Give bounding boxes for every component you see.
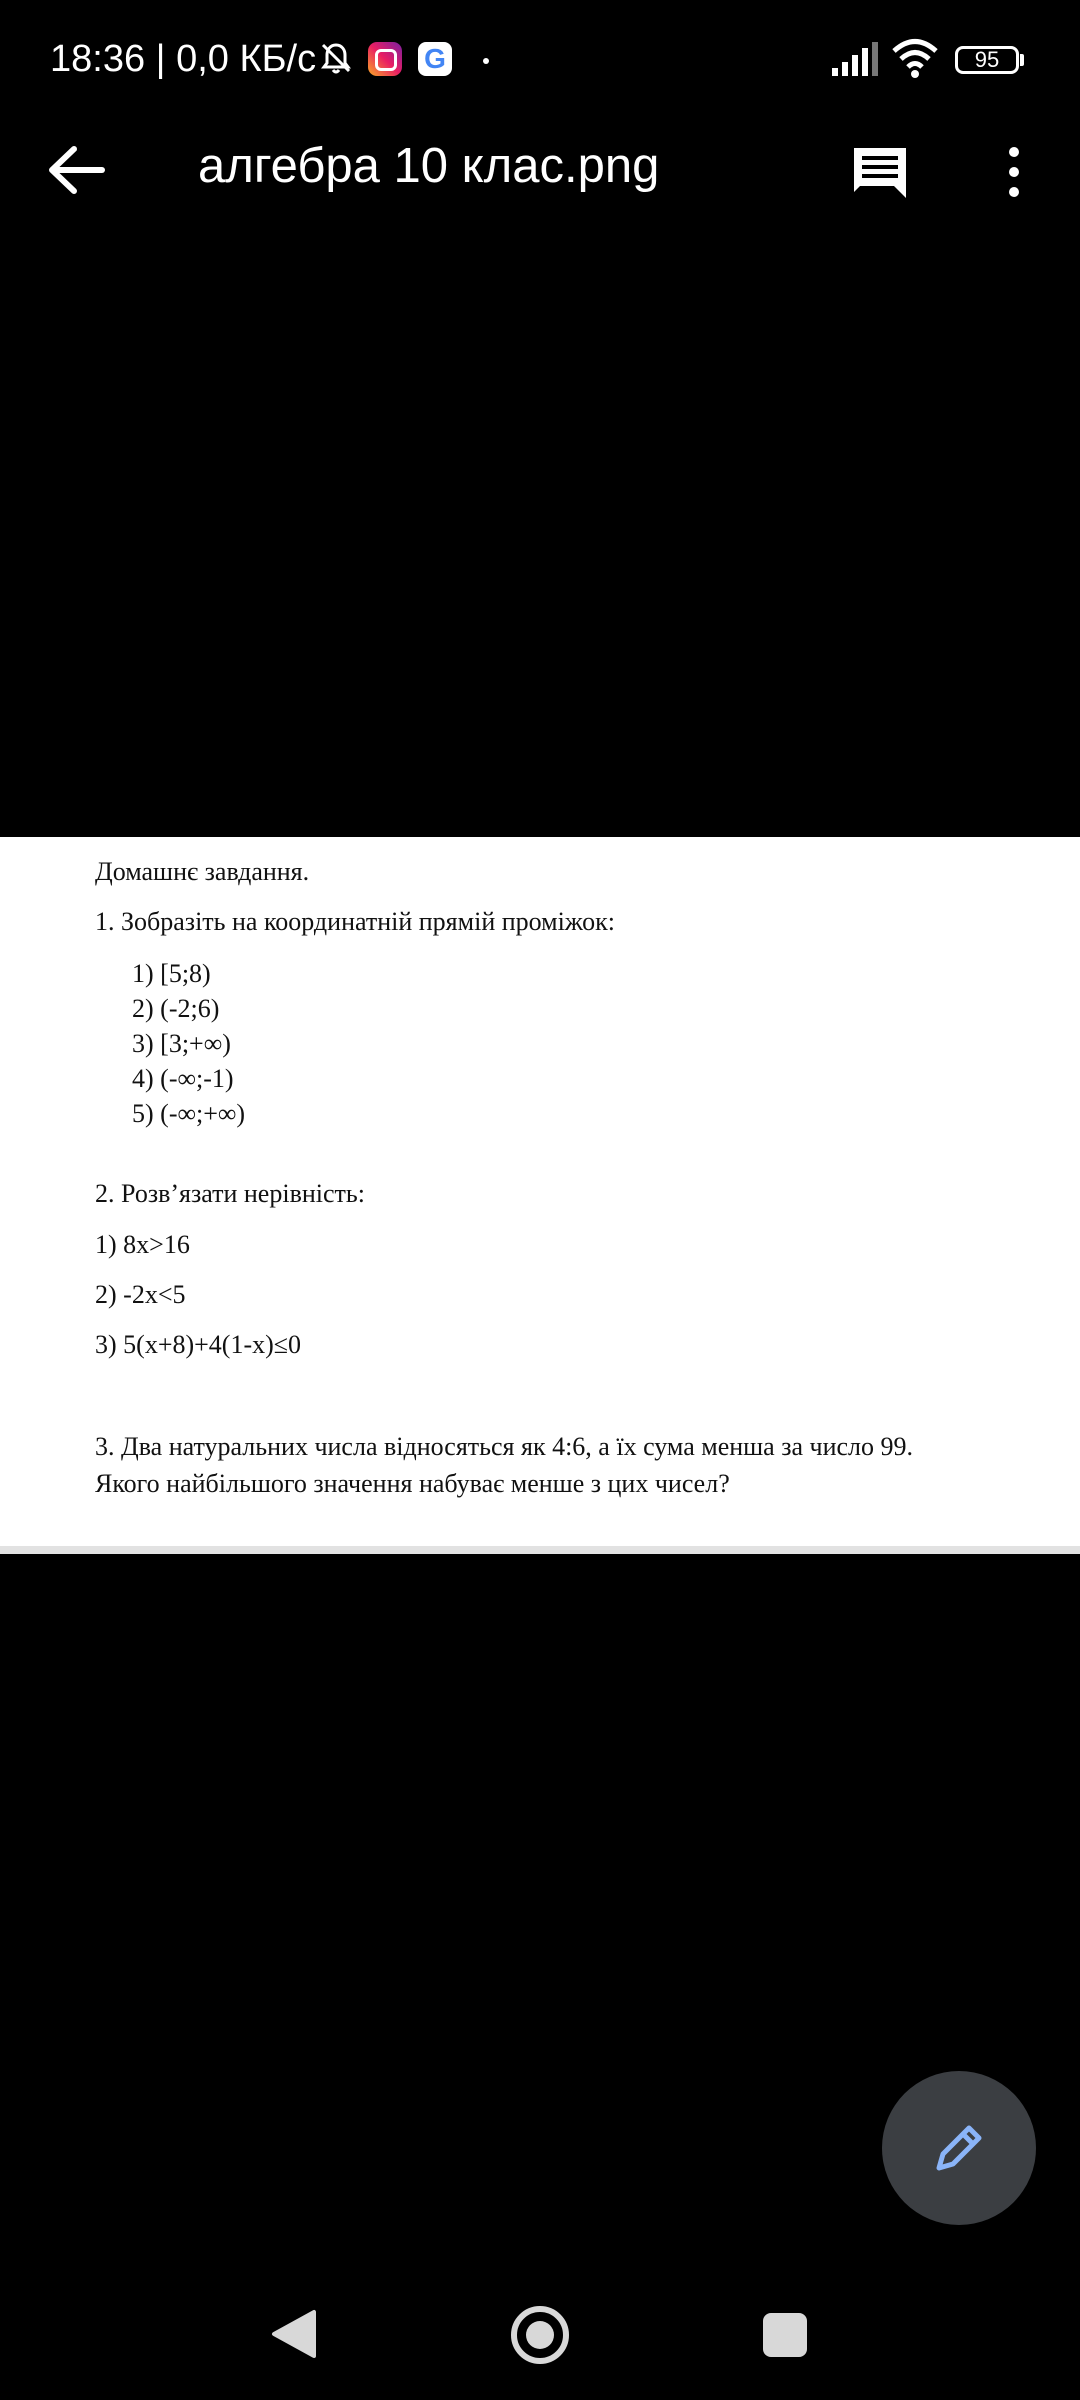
edit-button[interactable] bbox=[882, 2071, 1036, 2225]
task3-text: 3. Два натуральних числа відносяться як 4:6, а їх сума менша за число 99. bbox=[95, 1432, 914, 1461]
task1-item: 5) (-∞;+∞) bbox=[132, 1099, 246, 1128]
task3-question: Якого найбільшого значення набуває менше з цих чисел? bbox=[95, 1469, 730, 1498]
pencil-icon bbox=[929, 2118, 989, 2178]
document-bottom-edge bbox=[0, 1546, 1080, 1554]
more-vert-icon[interactable] bbox=[994, 142, 1034, 202]
task1-item: 4) (-∞;-1) bbox=[132, 1064, 234, 1093]
comment-icon[interactable] bbox=[848, 140, 914, 206]
task1-item: 1) [5;8) bbox=[132, 959, 211, 988]
status-bar bbox=[0, 0, 1080, 120]
status-time: 18:36 | 0,0 КБ/с bbox=[50, 38, 317, 80]
task1-item: 2) (-2;6) bbox=[132, 994, 220, 1023]
task1-item: 3) [3;+∞) bbox=[132, 1029, 231, 1058]
task1-title: 1. Зобразіть на координатній прямій проміжок: bbox=[95, 907, 615, 936]
wifi-icon bbox=[892, 38, 938, 78]
more-notifications-dot bbox=[483, 58, 489, 64]
file-title: алгебра 10 клас.png bbox=[198, 139, 660, 193]
task2-item: 1) 8x>16 bbox=[95, 1230, 190, 1259]
notifications-off-icon bbox=[318, 40, 354, 76]
task2-item: 2) -2x<5 bbox=[95, 1280, 186, 1309]
document-image bbox=[0, 837, 1080, 1550]
google-icon: G bbox=[418, 42, 452, 76]
instagram-icon bbox=[368, 42, 402, 76]
task2-item: 3) 5(x+8)+4(1-x)≤0 bbox=[95, 1330, 302, 1359]
nav-back-icon[interactable] bbox=[268, 2308, 318, 2360]
task2-title: 2. Розв’язати нерівність: bbox=[95, 1179, 365, 1208]
nav-recents-icon[interactable] bbox=[763, 2313, 807, 2357]
signal-icon bbox=[830, 42, 880, 76]
battery-tip bbox=[1020, 54, 1024, 66]
doc-heading: Домашнє завдання. bbox=[95, 857, 310, 886]
battery-level: 95 bbox=[974, 47, 1000, 72]
app-bar bbox=[0, 120, 1080, 220]
back-arrow-icon[interactable] bbox=[40, 140, 114, 200]
nav-home-icon[interactable] bbox=[510, 2305, 570, 2365]
